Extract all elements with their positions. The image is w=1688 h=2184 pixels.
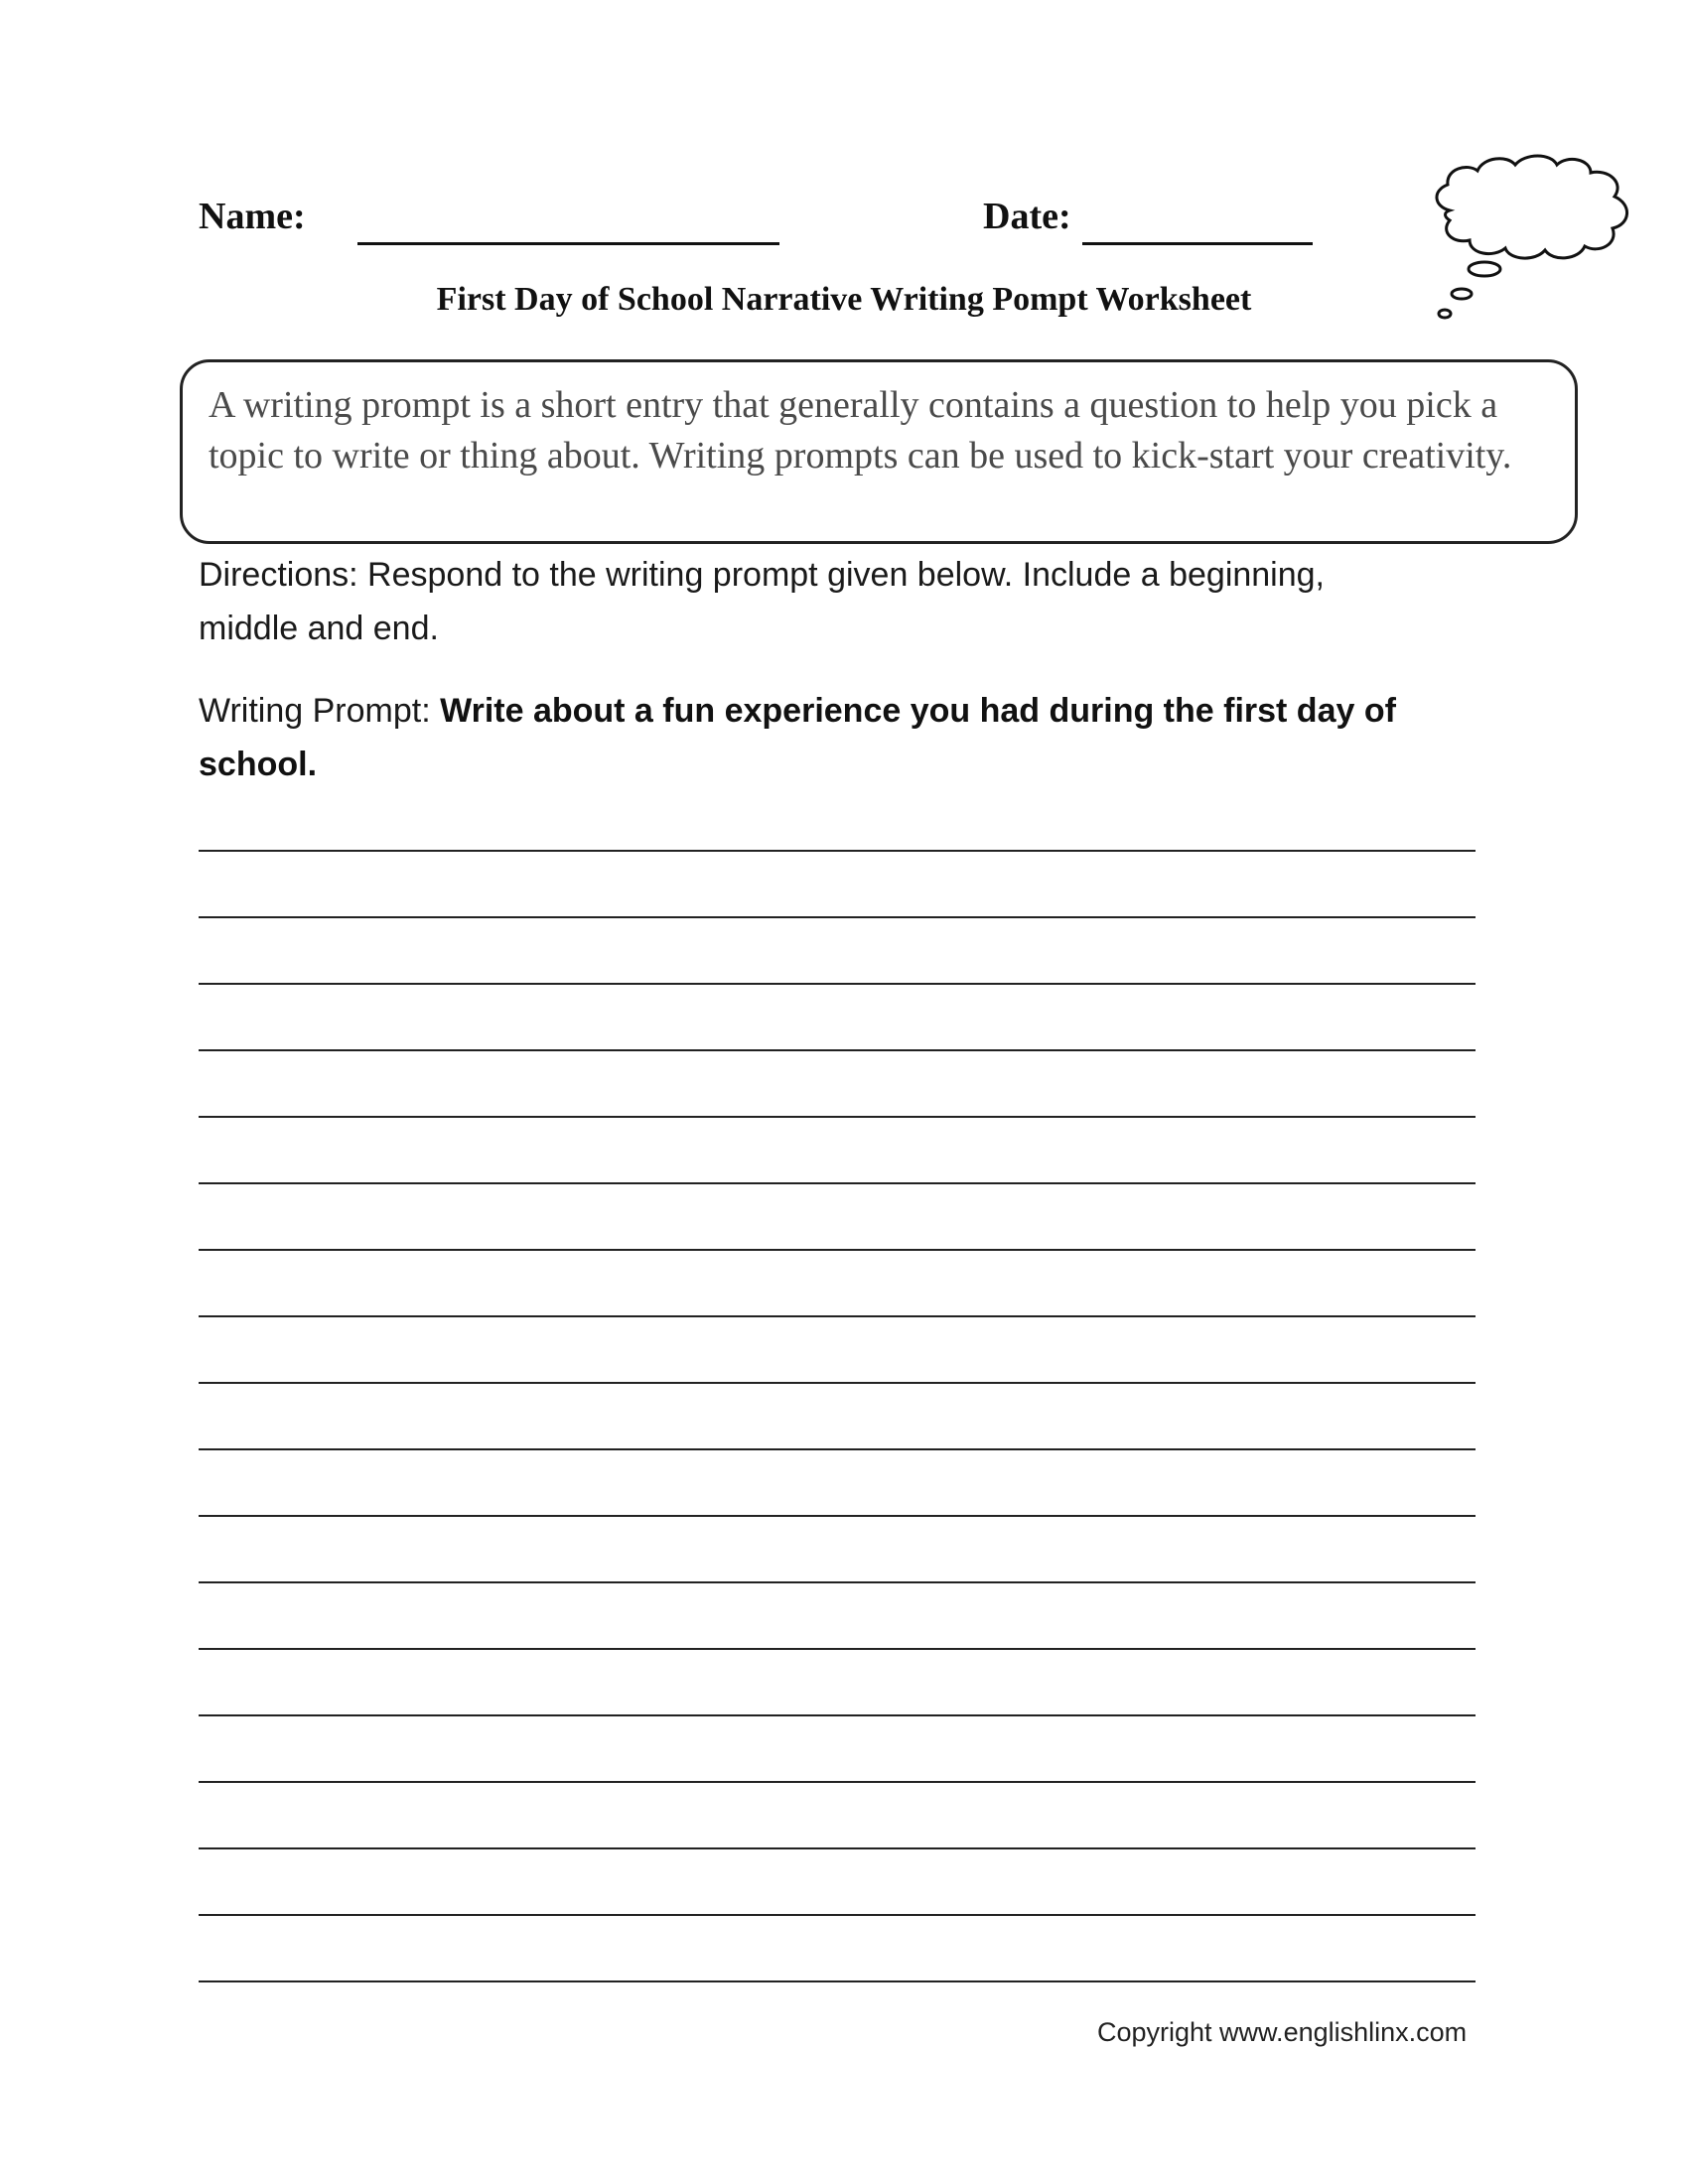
intro-text: A writing prompt is a short entry that generally contains a question to help you pick a topic to write or thing about. Writing prompts can be used to kick-start your creativity. [209,384,1512,477]
answer-line[interactable] [199,1382,1476,1384]
header-row [199,195,1390,254]
writing-prompt-text: Write about a fun experience you had during the first day of school. [199,692,1396,783]
writing-prompt-label: Writing Prompt: [199,692,441,730]
answer-line[interactable] [199,1648,1476,1650]
answer-line[interactable] [199,1781,1476,1783]
worksheet-title-text: First Day of School Narrative Writing Pompt Worksheet [436,281,1252,318]
answer-line[interactable] [199,1980,1476,1982]
answer-line[interactable] [199,1581,1476,1583]
answer-line[interactable] [199,1847,1476,1849]
answer-line[interactable] [199,1515,1476,1517]
answer-line[interactable] [199,1714,1476,1716]
date-field-line[interactable] [1082,242,1313,245]
answer-line[interactable] [199,1049,1476,1051]
answer-line[interactable] [199,850,1476,852]
answer-line[interactable] [199,1116,1476,1118]
answer-line[interactable] [199,1249,1476,1251]
writing-prompt [199,684,1450,791]
directions [199,548,1430,655]
answer-line[interactable] [199,916,1476,918]
answer-line[interactable] [199,1914,1476,1916]
answer-line[interactable] [199,1315,1476,1317]
answer-line[interactable] [199,1448,1476,1450]
answer-line[interactable] [199,983,1476,985]
copyright: Copyright www.englishlinx.com [1097,2017,1468,2047]
name-label: Name: [199,196,306,237]
worksheet-title [0,281,1688,319]
answer-lines[interactable] [199,850,1476,1981]
directions-text: Directions: Respond to the writing prompt given below. Include a beginning, middle and end. [199,556,1326,647]
intro-box [180,359,1578,544]
answer-line[interactable] [199,1182,1476,1184]
name-field-line[interactable] [357,242,779,245]
date-label: Date: [983,196,1071,237]
